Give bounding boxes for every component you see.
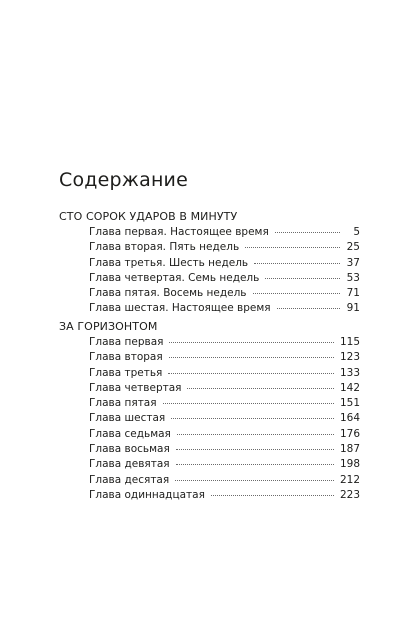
page-number: 71 xyxy=(346,287,360,300)
chapter-list xyxy=(59,335,360,503)
chapter-title: Глава первая xyxy=(89,336,164,348)
dot-leader xyxy=(175,480,334,481)
page-number: 187 xyxy=(339,443,360,456)
toc-entry[interactable] xyxy=(59,225,360,240)
dot-leader xyxy=(176,449,334,450)
page-number: 198 xyxy=(339,458,360,471)
chapter-title: Глава одиннадцатая xyxy=(89,488,205,501)
page-number: 115 xyxy=(339,336,360,348)
page-number: 212 xyxy=(339,473,360,486)
dot-leader xyxy=(254,263,340,264)
chapter-title: Глава вторая xyxy=(89,351,163,364)
dot-leader xyxy=(171,418,334,419)
chapter-list xyxy=(59,225,360,317)
toc-part-one xyxy=(59,209,360,317)
toc-entry[interactable] xyxy=(59,396,360,411)
toc-entry[interactable] xyxy=(59,457,360,472)
dot-leader xyxy=(265,278,340,279)
toc-entry[interactable] xyxy=(59,335,360,350)
toc-entry[interactable] xyxy=(59,366,360,381)
part-heading: СТО СОРОК УДАРОВ В МИНУТУ xyxy=(59,210,238,223)
toc-entry[interactable] xyxy=(59,286,360,301)
toc-entry[interactable] xyxy=(59,240,360,255)
toc-entry[interactable] xyxy=(59,488,360,503)
page-number: 151 xyxy=(339,397,360,410)
chapter-title: Глава шестая. Настоящее время xyxy=(89,302,271,315)
page-number: 5 xyxy=(353,226,360,238)
toc-entry[interactable] xyxy=(59,381,360,396)
page-number: 142 xyxy=(339,381,360,394)
chapter-title: Глава четвертая xyxy=(89,381,182,394)
page-number: 223 xyxy=(339,488,360,501)
toc-part-two xyxy=(59,319,360,503)
chapter-title: Глава первая. Настоящее время xyxy=(89,226,269,238)
toc-entry[interactable] xyxy=(59,442,360,457)
chapter-title: Глава вторая. Пять недель xyxy=(89,241,240,254)
page-number: 91 xyxy=(346,302,360,315)
toc-entry[interactable] xyxy=(59,427,360,442)
page-number: 53 xyxy=(346,271,360,284)
chapter-title: Глава пятая. Восемь недель xyxy=(89,287,247,300)
chapter-title: Глава девятая xyxy=(89,458,170,471)
dot-leader xyxy=(177,434,334,435)
dot-leader xyxy=(275,232,340,233)
dot-leader xyxy=(169,342,334,343)
toc-entry[interactable] xyxy=(59,411,360,426)
chapter-title: Глава третья xyxy=(89,366,163,379)
toc-entry[interactable] xyxy=(59,473,360,488)
dot-leader xyxy=(245,247,340,248)
dot-leader xyxy=(168,373,334,374)
page-number: 133 xyxy=(339,366,360,379)
toc-entry[interactable] xyxy=(59,256,360,271)
dot-leader xyxy=(176,464,334,465)
chapter-title: Глава седьмая xyxy=(89,427,171,440)
dot-leader xyxy=(169,357,334,358)
chapter-title: Глава шестая xyxy=(89,412,166,425)
chapter-title: Глава третья. Шесть недель xyxy=(89,256,249,269)
page-number: 123 xyxy=(339,351,360,364)
dot-leader xyxy=(277,308,340,309)
dot-leader xyxy=(187,388,333,389)
page-number: 164 xyxy=(339,412,360,425)
chapter-title: Глава пятая xyxy=(89,397,157,410)
page-number: 25 xyxy=(346,241,360,254)
chapter-title: Глава четвертая. Семь недель xyxy=(89,271,260,284)
chapter-title: Глава десятая xyxy=(89,473,170,486)
page-number: 37 xyxy=(346,256,360,269)
chapter-title: Глава восьмая xyxy=(89,443,170,456)
dot-leader xyxy=(163,403,334,404)
dot-leader xyxy=(211,495,334,496)
page-number: 176 xyxy=(339,427,360,440)
part-heading: ЗА ГОРИЗОНТОМ xyxy=(59,320,158,333)
toc-entry[interactable] xyxy=(59,301,360,316)
toc-entry[interactable] xyxy=(59,350,360,365)
page-title: Содержание xyxy=(59,169,188,191)
dot-leader xyxy=(253,293,341,294)
toc-entry[interactable] xyxy=(59,271,360,286)
